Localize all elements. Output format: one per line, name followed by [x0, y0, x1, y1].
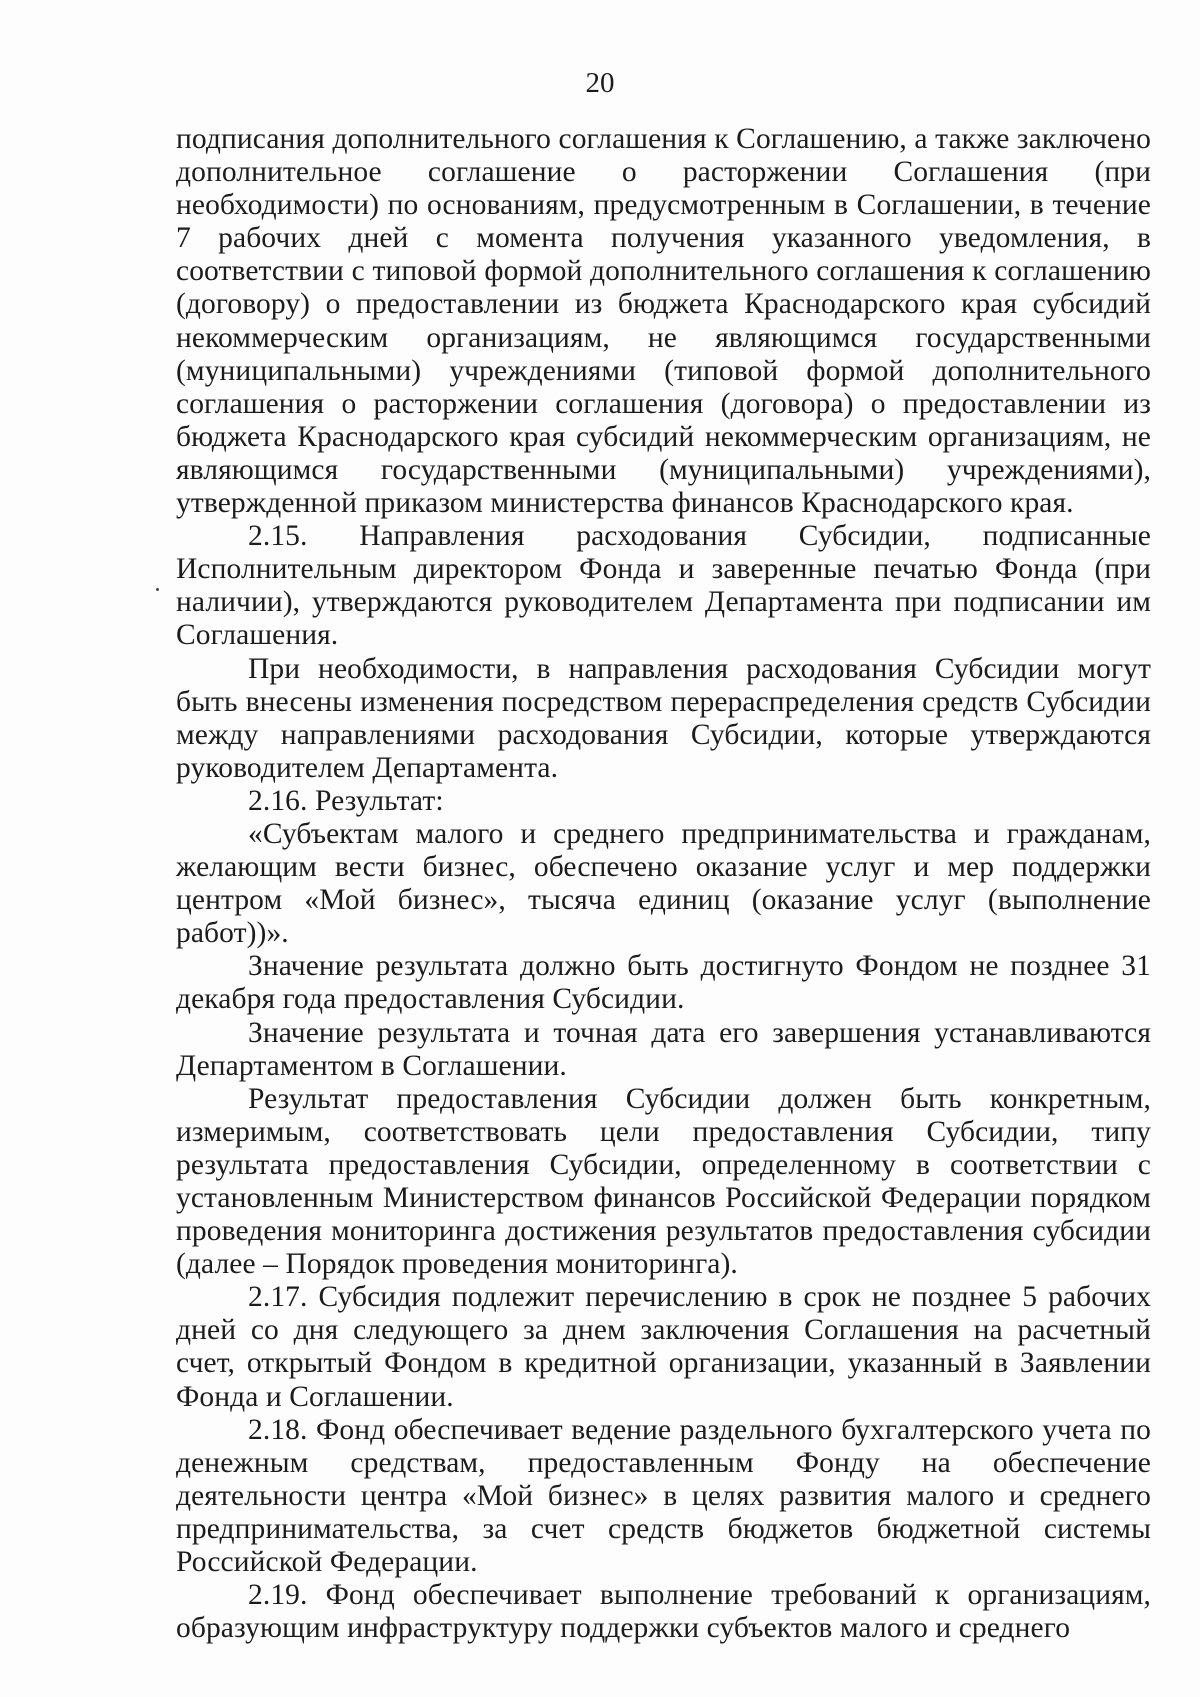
paragraph-2-15: 2.15. Направления расходования Субсидии, подписанные Исполнительным директором Фонда и заверенные печатью Фонда (при наличии), утверждаются руководителем Департамента при подписании им Соглашения.	[176, 520, 1151, 652]
paragraph-result-requirements: Результат предоставления Субсидии должен быть конкретным, измеримым, соответствовать цели предоставления Субсидии, типу результата предоставления Субсидии, определенному в соответствии с установленным Министерством финансов Российской Федерации порядком проведения мониторинга достижения результатов предоставления субсидии (далее – Порядок проведения мониторинга).	[176, 1082, 1151, 1281]
paragraph-2-19: 2.19. Фонд обеспечивает выполнение требований к организациям, образующим инфраструктуру поддержки субъектов малого и среднего	[176, 1579, 1151, 1645]
paragraph-result-quote: «Субъектам малого и среднего предпринимательства и гражданам, желающим вести бизнес, обеспечено оказание услуг и мер поддержки центром «Мой бизнес», тысяча единиц (оказание услуг (выполнение работ))».	[176, 817, 1151, 950]
document-body	[176, 123, 1151, 1645]
paragraph-continuation: подписания дополнительного соглашения к Соглашению, а также заключено дополнительное соглашение о расторжении Соглашения (при необходимости) по основаниям, предусмотренным в Соглашении, в течение 7 рабочих дней с момента получения указанного уведомления, в соответствии с типовой формой дополнительного соглашения к соглашению (договору) о предоставлении из бюджета Краснодарского края субсидий некоммерческим организациям, не являющимся государственными (муниципальными) учреждениями (типовой формой дополнительного соглашения о расторжении соглашения (договора) о предоставлении из бюджета Краснодарского края субсидий некоммерческим организациям, не являющимся государственными (муниципальными) учреждениями), утвержденной приказом министерства финансов Краснодарского края.	[176, 123, 1151, 520]
paragraph-2-17: 2.17. Субсидия подлежит перечислению в срок не позднее 5 рабочих дней со дня следующего за днем заключения Соглашения на расчетный счет, открытый Фондом в кредитной организации, указанный в Заявлении Фонда и Соглашении.	[176, 1281, 1151, 1413]
scan-speck	[156, 588, 159, 591]
paragraph-2-18: 2.18. Фонд обеспечивает ведение раздельного бухгалтерского учета по денежным средствам, предоставленным Фонду на обеспечение деятельности центра «Мой бизнес» в целях развития малого и среднего предпринимательства, за счет средств бюджетов бюджетной системы Российской Федерации.	[176, 1413, 1151, 1579]
paragraph-2-16-heading: 2.16. Результат:	[248, 784, 444, 817]
paragraph-result-value: Значение результата и точная дата его завершения устанавливаются Департаментом в Соглашении.	[176, 1016, 1151, 1082]
paragraph-spending-changes: При необходимости, в направления расходования Субсидии могут быть внесены изменения посредством перераспределения средств Субсидии между направлениями расходования Субсидии, которые утверждаются руководителем Департамента.	[176, 652, 1151, 784]
paragraph-result-deadline: Значение результата должно быть достигнуто Фондом не позднее 31 декабря года предоставления Субсидии.	[176, 950, 1151, 1016]
page-number: 20	[585, 67, 615, 99]
